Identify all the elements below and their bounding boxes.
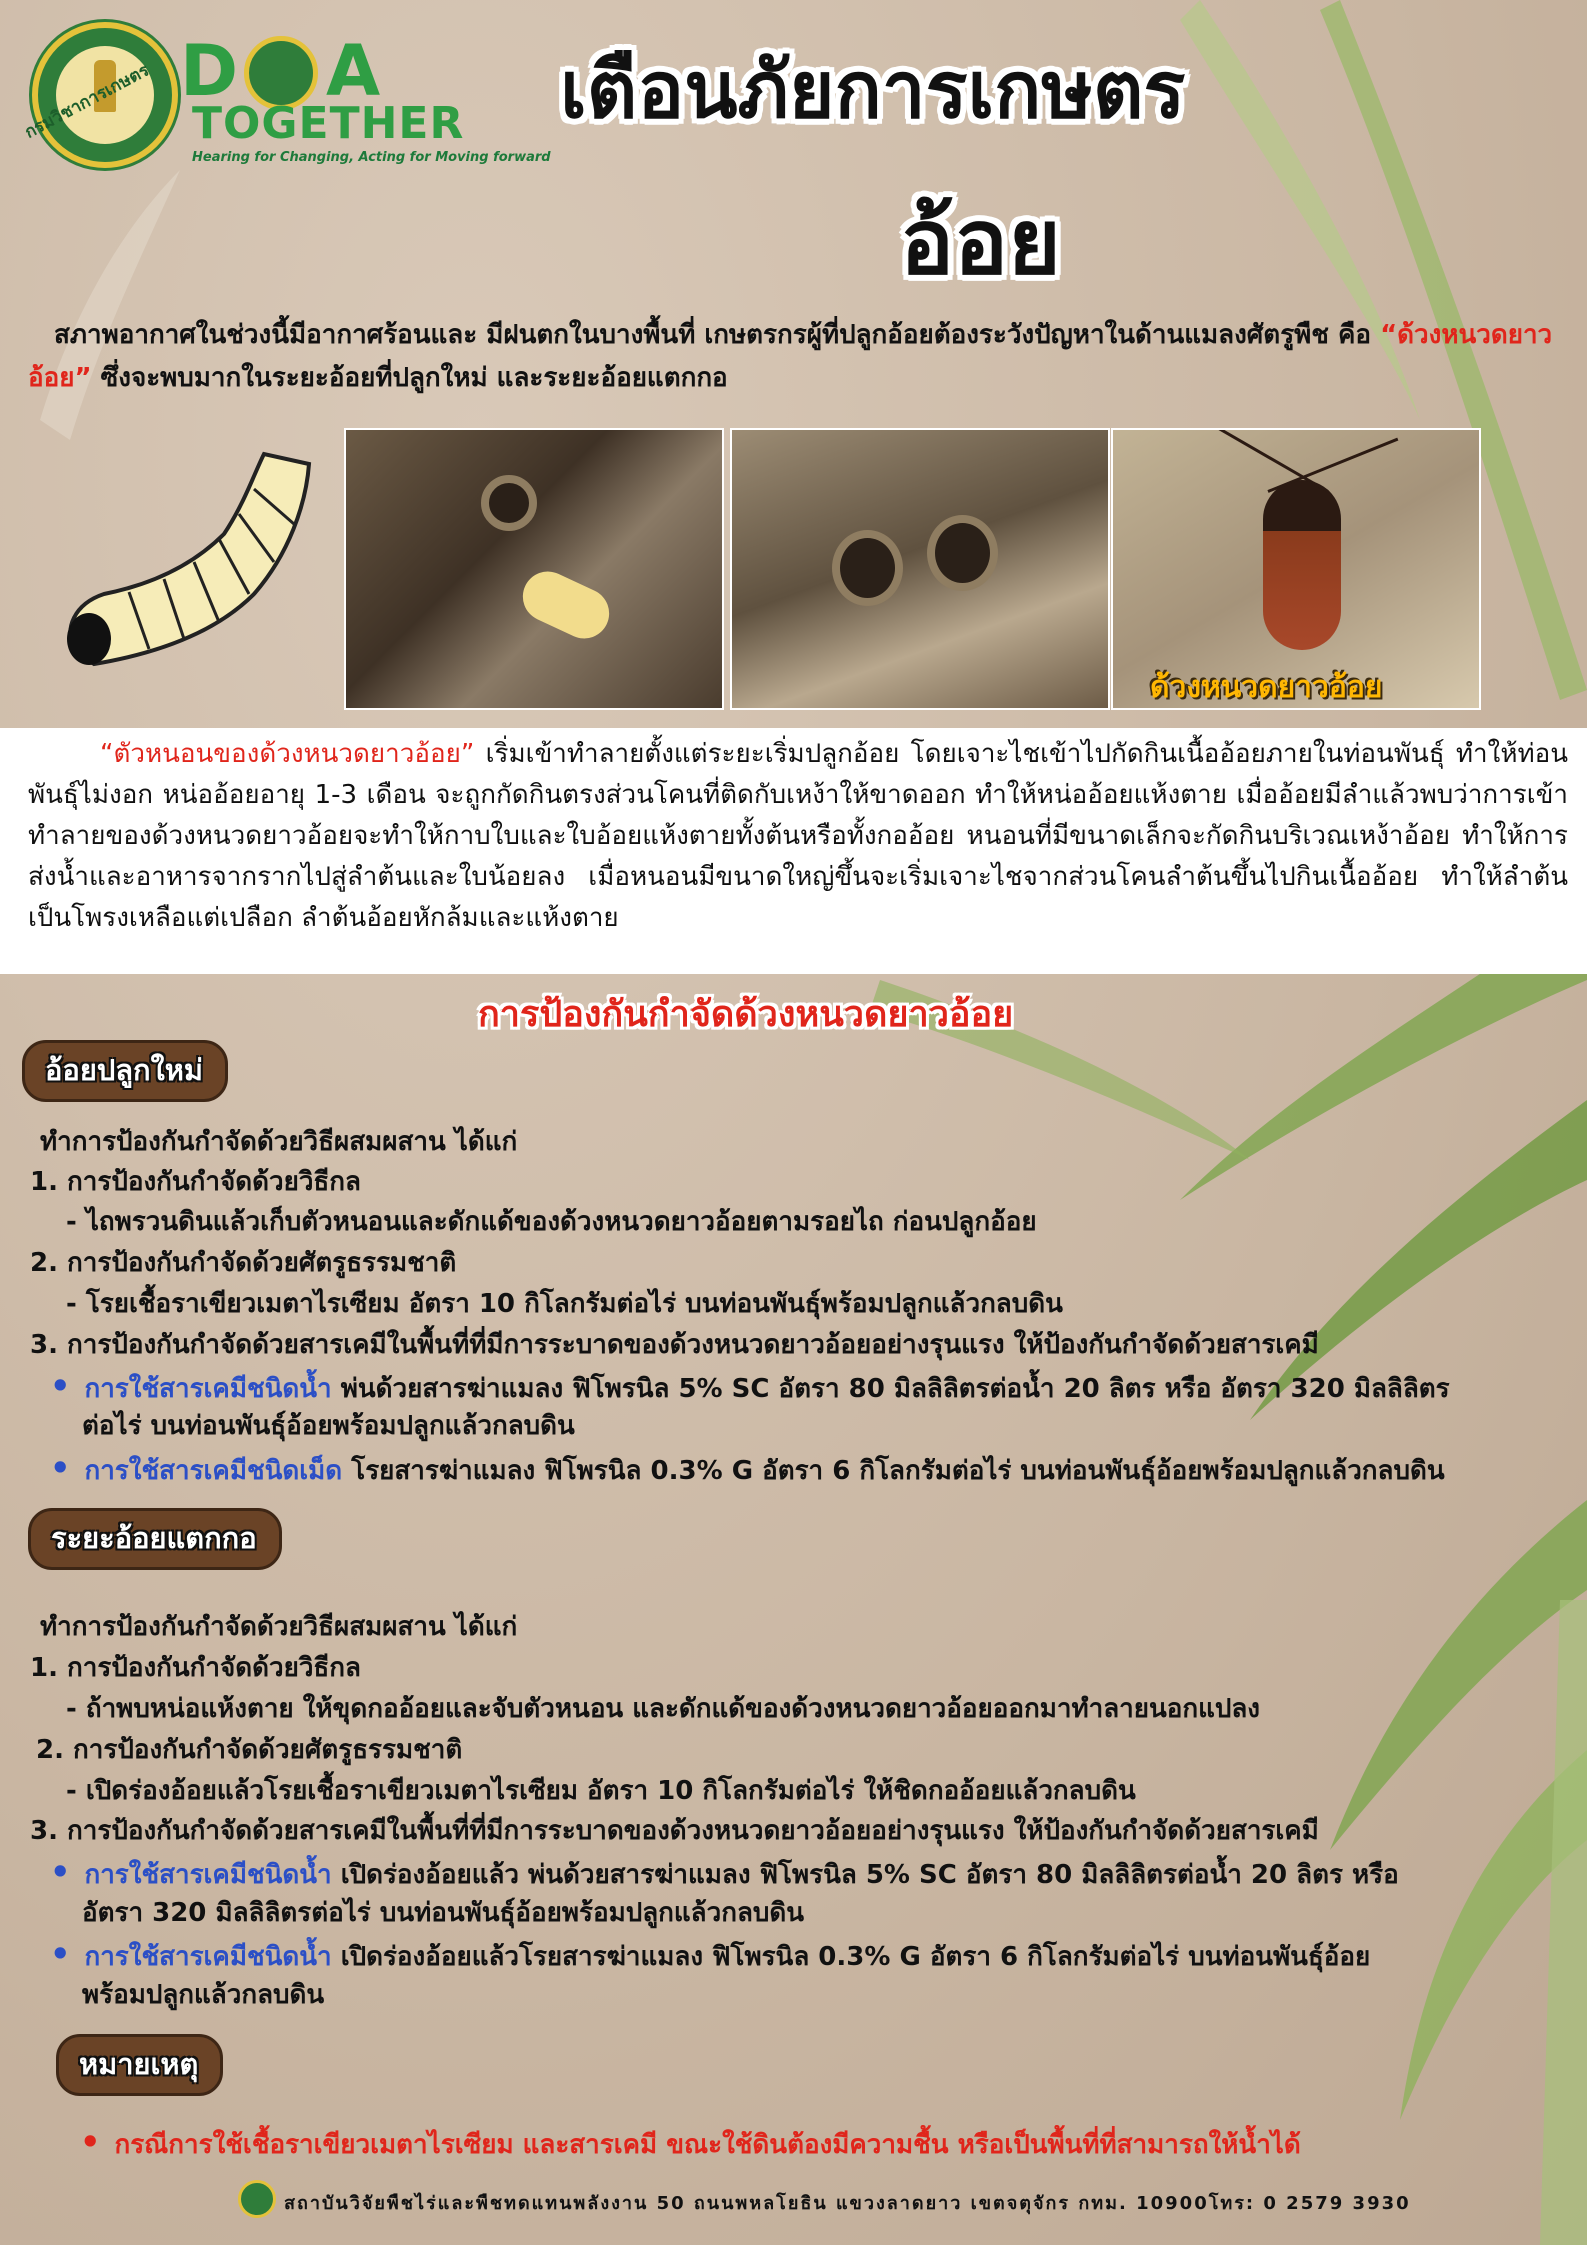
brand-together: TOGETHER — [192, 98, 465, 149]
ratoon-item1-detail: - ถ้าพบหน่อแห้งตาย ให้ขุดกออ้อยและจับตัวหนอน และดักแด้ของด้วงหนวดยาวอ้อยออกมาทำลายนอกแปลง — [66, 1694, 1260, 1724]
ratoon-item1: 1. การป้องกันกำจัดด้วยวิธีกล — [30, 1653, 361, 1683]
tag-new-planting: อ้อยปลูกใหม่ — [22, 1040, 228, 1102]
description-text: เริ่มเข้าทำลายตั้งแต่ระยะเริ่มปลูกอ้อย โดยเจาะไชเข้าไปกัดกินเนื้ออ้อยภายในท่อนพันธุ์ ทำให้ท่อนพันธุ์ไม่งอก หน่ออ้อยอายุ 1-3 เดือน จะถูกกัดกินตรงส่วนโคนที่ติดกับเหง้าให้ขาดออก ทำให้หน่ออ้อยแห้งตาย เมื่ออ้อยมีลำแล้วพบว่าการเข้าทำลายของด้วงหนวดยาวอ้อยจะทำให้กาบใบและใบอ้อยแห้งตายทั้งต้นหรือทั้งกออ้อย หนอนที่มีขนาดเล็กจะกัดกินบริเวณเหง้าอ้อย ทำให้การส่งน้ำและอาหารจากรากไปสู่ลำต้นและใบน้อยลง เมื่อหนอนมีขนาดใหญ่ขึ้นจะเริ่มเจาะไชจากส่วนโคนลำต้นขึ้นไปกินเนื้ออ้อย ทำให้ลำต้นเป็นโพรงเหลือแต่เปลือก ลำต้นอ้อยหักล้มและแห้งตาย — [28, 739, 1568, 933]
description-highlight: “ตัวหนอนของด้วงหนวดยาวอ้อย” — [100, 739, 475, 769]
new-intro: ทำการป้องกันกำจัดด้วยวิธีผสมผสาน ได้แก่ — [40, 1127, 518, 1157]
prevention-heading: การป้องกันกำจัดด้วงหนวดยาวอ้อย — [478, 994, 1014, 1035]
new-item1-detail: - ไถพรวนดินแล้วเก็บตัวหนอนและดักแด้ของด้วงหนวดยาวอ้อยตามรอยไถ ก่อนปลูกอ้อย — [66, 1207, 1037, 1237]
new-b1-text2: ต่อไร่ บนท่อนพันธุ์อ้อยพร้อมปลูกแล้วกลบดิน — [82, 1411, 575, 1441]
ratoon-item3: 3. การป้องกันกำจัดด้วยสารเคมีในพื้นที่ที่มีการระบาดของด้วงหนวดยาวอ้อยอย่างรุนแรง ให้ป้องกันกำจัดด้วยสารเคมี — [30, 1816, 1319, 1846]
intro-text-2: ซึ่งจะพบมากในระยะอ้อยที่ปลูกใหม่ และระยะอ้อยแตกกอ — [91, 363, 728, 393]
larva-illustration — [54, 444, 334, 674]
new-item1: 1. การป้องกันกำจัดด้วยวิธีกล — [30, 1167, 361, 1197]
ratoon-b2-text: เปิดร่องอ้อยแล้วโรยสารฆ่าแมลง ฟิโพรนิล 0.3% G อัตรา 6 กิโลกรัมต่อไร่ บนท่อนพันธุ์อ้อย — [331, 1942, 1371, 1972]
new-bullet-granule — [50, 1448, 1445, 1491]
photo-larva-in-soil — [344, 428, 724, 710]
intro-paragraph — [28, 314, 1568, 400]
ratoon-intro: ทำการป้องกันกำจัดด้วยวิธีผสมผสาน ได้แก่ — [40, 1612, 518, 1642]
note-text: • กรณีการใช้เชื้อราเขียวเมตาไรเซียม และสารเคมี ขณะใช้ดินต้องมีความชื้น หรือเป็นพื้นที่ที่สามารถให้น้ำได้ — [80, 2122, 1301, 2165]
seal-text: กรมวิชาการเกษตร — [21, 60, 153, 143]
brand-letter-a: A — [326, 30, 381, 112]
new-item2-detail: - โรยเชื้อราเขียวเมตาไรเซียม อัตรา 10 กิโลกรัมต่อไร่ บนท่อนพันธุ์พร้อมปลูกแล้วกลบดิน — [66, 1289, 1063, 1319]
ratoon-b2-label: การใช้สารเคมีชนิดน้ำ — [84, 1942, 332, 1972]
new-bullet-liquid — [50, 1366, 1450, 1409]
footer-address: สถาบันวิจัยพืชไร่และพืชทดแทนพลังงาน 50 ถนนพหลโยธิน แขวงลาดยาว เขตจตุจักร กทม. 10900โทร: 0 2579 3930 — [284, 2193, 1411, 2214]
new-b1-label: การใช้สารเคมีชนิดน้ำ — [84, 1374, 332, 1404]
intro-highlight: “ด้วงหนวดยาวอ้อย” — [28, 320, 1553, 393]
ratoon-bullet-liquid — [50, 1852, 1399, 1895]
brand-slogan: Hearing for Changing, Acting for Moving forward — [192, 150, 551, 165]
beetle-photo-caption: ด้วงหนวดยาวอ้อย — [1150, 670, 1383, 705]
ratoon-b1-label: การใช้สารเคมีชนิดน้ำ — [84, 1860, 332, 1890]
ratoon-b1-text: เปิดร่องอ้อยแล้ว พ่นด้วยสารฆ่าแมลง ฟิโพรนิล 5% SC อัตรา 80 มิลลิลิตรต่อน้ำ 20 ลิตร หรือ — [331, 1860, 1399, 1890]
page-title: เตือนภัยการเกษตร — [560, 46, 1186, 136]
new-b2-label: การใช้สารเคมีชนิดเม็ด — [84, 1456, 343, 1486]
new-b1-text: พ่นด้วยสารฆ่าแมลง ฟิโพรนิล 5% SC อัตรา 80 มิลลิลิตรต่อน้ำ 20 ลิตร หรือ อัตรา 320 มิลลิลิตร — [331, 1374, 1450, 1404]
footer-logo-icon — [238, 2180, 276, 2218]
new-item2: 2. การป้องกันกำจัดด้วยศัตรูธรรมชาติ — [30, 1248, 457, 1278]
new-item3: 3. การป้องกันกำจัดด้วยสารเคมีในพื้นที่ที่มีการระบาดของด้วงหนวดยาวอ้อยอย่างรุนแรง ให้ป้องกันกำจัดด้วยสารเคมี — [30, 1330, 1319, 1360]
tag-note: หมายเหตุ — [56, 2034, 223, 2096]
ratoon-item2-detail: - เปิดร่องอ้อยแล้วโรยเชื้อราเขียวเมตาไรเซียม อัตรา 10 กิโลกรัมต่อไร่ ให้ชิดกออ้อยแล้วกลบดิน — [66, 1776, 1136, 1806]
ratoon-b1-text2: อัตรา 320 มิลลิลิตรต่อไร่ บนท่อนพันธุ์อ้อยพร้อมปลูกแล้วกลบดิน — [82, 1898, 805, 1928]
brand-letter-d: D — [180, 30, 239, 112]
ratoon-item2: 2. การป้องกันกำจัดด้วยศัตรูธรรมชาติ — [36, 1735, 463, 1765]
description-paragraph — [28, 734, 1568, 939]
new-b2-text: โรยสารฆ่าแมลง ฟิโพรนิล 0.3% G อัตรา 6 กิโลกรัมต่อไร่ บนท่อนพันธุ์อ้อยพร้อมปลูกแล้วกลบดิน — [342, 1456, 1445, 1486]
ratoon-bullet-liquid-2 — [50, 1934, 1370, 1977]
photo-bore-holes — [730, 428, 1110, 710]
ratoon-b2-text2: พร้อมปลูกแล้วกลบดิน — [82, 1980, 325, 2010]
intro-text-1: สภาพอากาศในช่วงนี้มีอากาศร้อนและ มีฝนตกในบางพื้นที่ เกษตรกรผู้ที่ปลูกอ้อยต้องระวังปัญหาในด้านแมลงศัตรูพืช คือ — [54, 320, 1381, 350]
tag-ratoon: ระยะอ้อยแตกกอ — [28, 1508, 282, 1570]
page-subtitle-crop: อ้อย — [900, 190, 1061, 295]
